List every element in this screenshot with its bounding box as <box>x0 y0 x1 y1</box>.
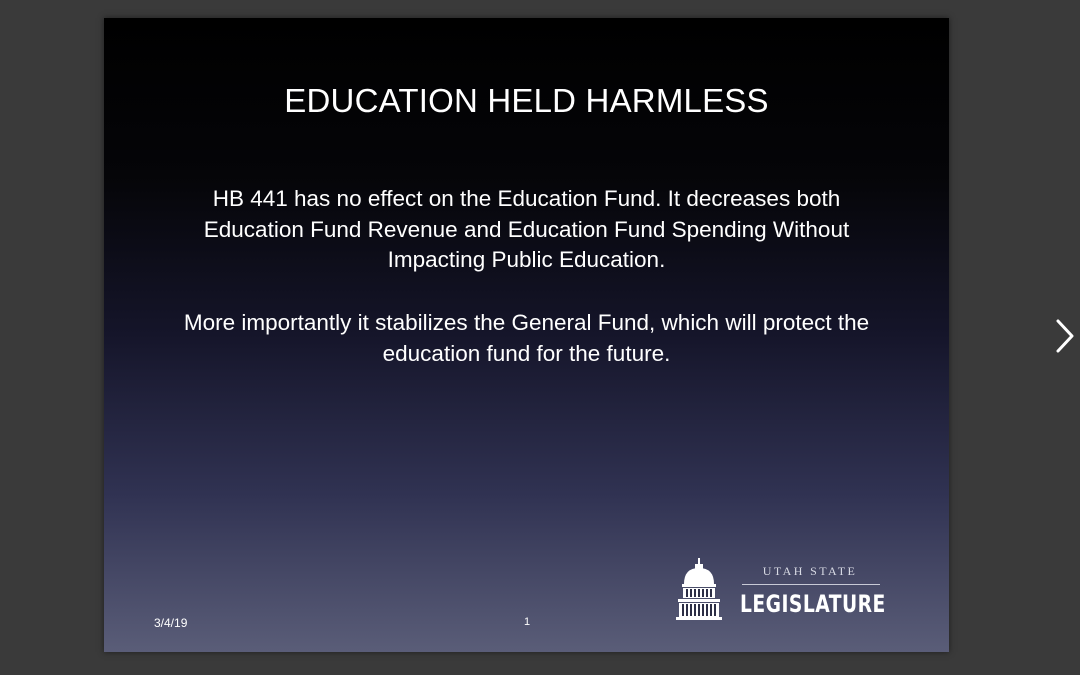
slide-title: EDUCATION HELD HARMLESS <box>284 82 769 119</box>
slide-page-number: 1 <box>524 616 531 628</box>
chevron-right-icon[interactable] <box>1052 318 1076 354</box>
logo-top-text: UTAH STATE <box>762 564 858 578</box>
logo-bottom-text: LEGISLATURE <box>740 590 886 618</box>
logo-divider <box>742 584 880 585</box>
slide-date: 3/4/19 <box>154 616 188 630</box>
slide <box>104 18 949 652</box>
capitol-dome-icon <box>676 558 722 620</box>
utah-state-legislature-logo <box>676 556 886 622</box>
slide-paragraph-1: HB 441 has no effect on the Education Fund. It decreases both Education Fund Revenue and Education Fund Spending Without Impacting Public Education. <box>203 186 850 272</box>
slide-paragraph-2: More importantly it stabilizes the General Fund, which will protect the education fund for the future. <box>183 310 870 366</box>
